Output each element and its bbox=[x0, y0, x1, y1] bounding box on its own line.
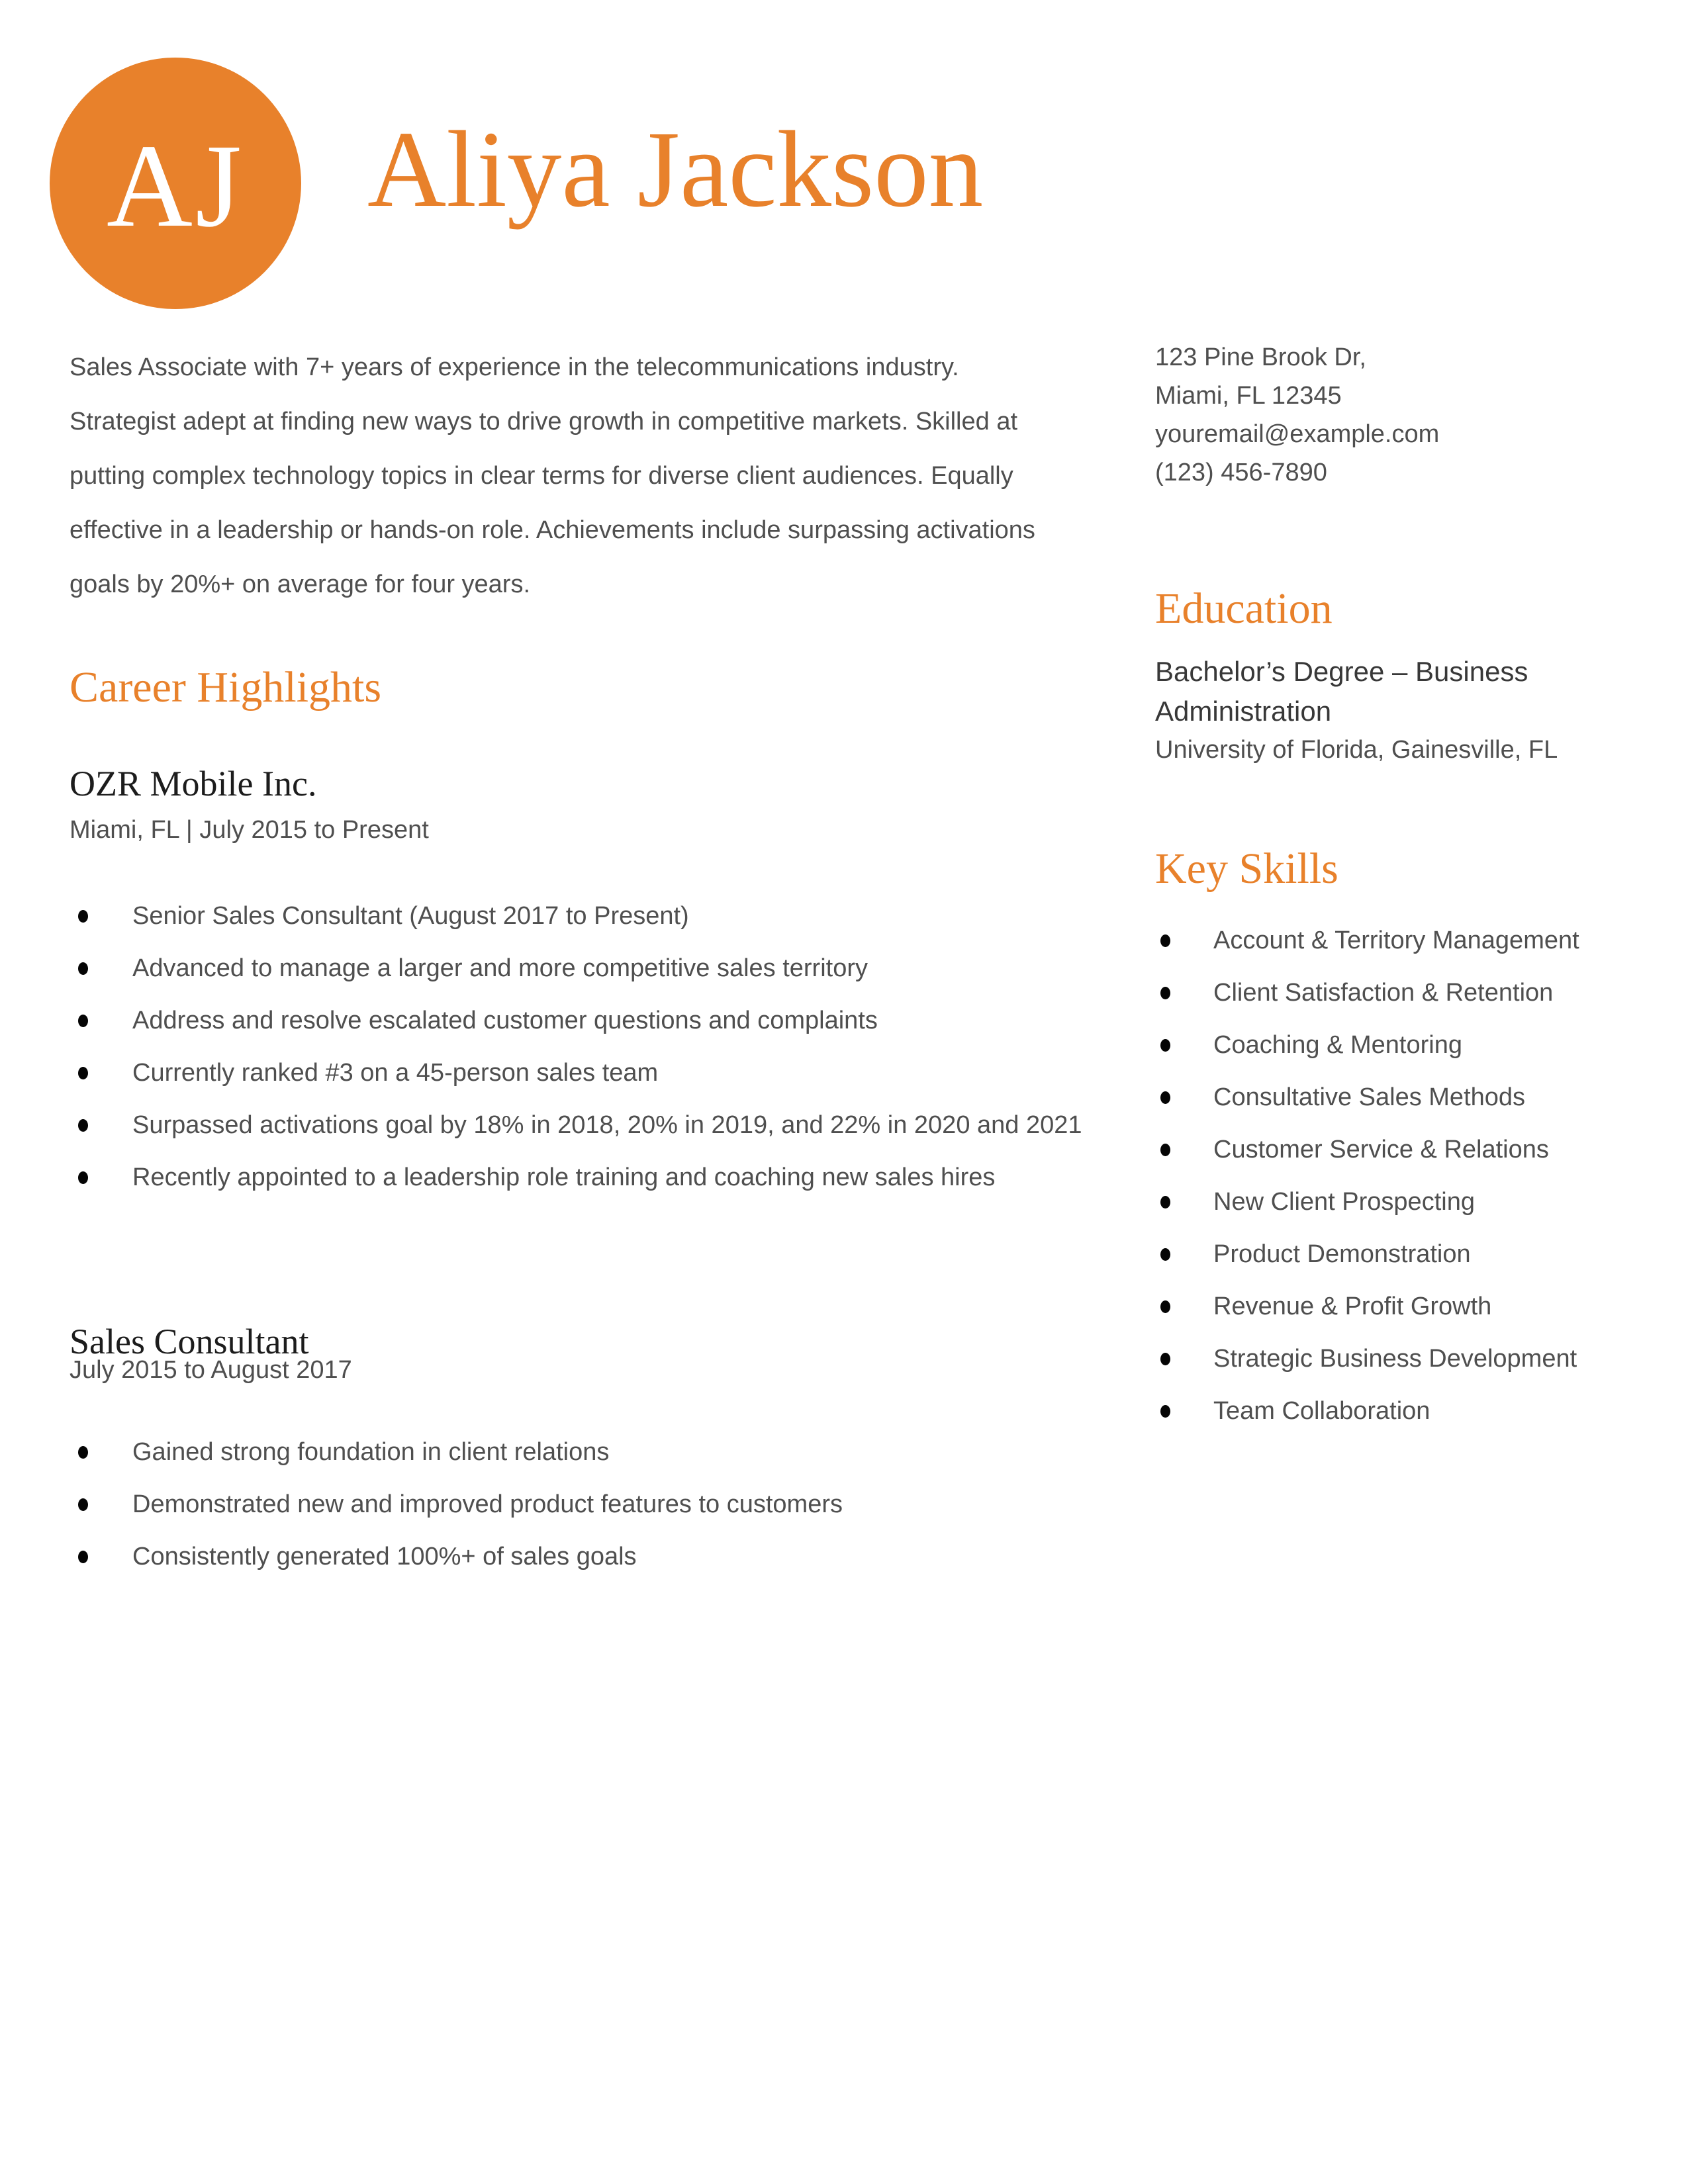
education-school: University of Florida, Gainesville, FL bbox=[1155, 736, 1558, 764]
skill-item: Revenue & Profit Growth bbox=[1155, 1281, 1632, 1333]
skill-item: Client Satisfaction & Retention bbox=[1155, 967, 1632, 1019]
section-heading-key-skills: Key Skills bbox=[1155, 844, 1338, 893]
job-bullet-item: Consistently generated 100%+ of sales goals bbox=[70, 1531, 1102, 1583]
contact-address-line-1: 123 Pine Brook Dr, bbox=[1155, 343, 1366, 371]
job-bullet-item: Demonstrated new and improved product features to customers bbox=[70, 1479, 1102, 1531]
summary-paragraph bbox=[70, 340, 1102, 612]
skill-item: Strategic Business Development bbox=[1155, 1333, 1632, 1385]
avatar-initials: AJ bbox=[106, 120, 245, 251]
job-company: OZR Mobile Inc. bbox=[70, 764, 317, 803]
job-bullet-item: Currently ranked #3 on a 45-person sales team bbox=[70, 1047, 1102, 1099]
skill-item: Consultative Sales Methods bbox=[1155, 1071, 1632, 1124]
summary-line: putting complex technology topics in clear terms for diverse client audiences. Equally bbox=[70, 462, 1013, 490]
summary-line: Sales Associate with 7+ years of experience in the telecommunications industry. bbox=[70, 353, 959, 381]
skill-item: Coaching & Mentoring bbox=[1155, 1019, 1632, 1071]
section-heading-career-highlights: Career Highlights bbox=[70, 663, 382, 711]
job-bullet-list bbox=[70, 1426, 1102, 1583]
contact-address-line-2: Miami, FL 12345 bbox=[1155, 382, 1342, 410]
skill-item: Team Collaboration bbox=[1155, 1385, 1632, 1437]
skill-item: Customer Service & Relations bbox=[1155, 1124, 1632, 1176]
job-meta: July 2015 to August 2017 bbox=[70, 1356, 352, 1384]
summary-line: Strategist adept at finding new ways to drive growth in competitive markets. Skilled at bbox=[70, 408, 1018, 435]
job-bullet-item: Address and resolve escalated customer questions and complaints bbox=[70, 995, 1102, 1047]
contact-block bbox=[1155, 338, 1618, 492]
contact-email: youremail@example.com bbox=[1155, 420, 1440, 448]
job-meta: Miami, FL | July 2015 to Present bbox=[70, 816, 429, 844]
job-bullet-item: Senior Sales Consultant (August 2017 to Present) bbox=[70, 890, 1102, 942]
key-skills-list bbox=[1155, 915, 1632, 1437]
job-company: Sales Consultant bbox=[70, 1322, 309, 1361]
skill-item: New Client Prospecting bbox=[1155, 1176, 1632, 1228]
job-bullet-item: Recently appointed to a leadership role training and coaching new sales hires bbox=[70, 1152, 1102, 1204]
job-bullet-list bbox=[70, 890, 1102, 1204]
skill-item: Account & Territory Management bbox=[1155, 915, 1632, 967]
job-bullet-item: Gained strong foundation in client relations bbox=[70, 1426, 1102, 1479]
job-bullet-item: Surpassed activations goal by 18% in 2018, 20% in 2019, and 22% in 2020 and 2021 bbox=[70, 1099, 1102, 1152]
page-title: Aliya Jackson bbox=[367, 109, 984, 230]
summary-line: effective in a leadership or hands-on role. Achievements include surpassing activations bbox=[70, 516, 1035, 544]
contact-phone: (123) 456-7890 bbox=[1155, 459, 1327, 486]
section-heading-education: Education bbox=[1155, 584, 1333, 633]
job-bullet-item: Advanced to manage a larger and more competitive sales territory bbox=[70, 942, 1102, 995]
skill-item: Product Demonstration bbox=[1155, 1228, 1632, 1281]
summary-line: goals by 20%+ on average for four years. bbox=[70, 570, 531, 598]
avatar bbox=[50, 58, 301, 309]
education-degree: Bachelor’s Degree – Business Administration bbox=[1155, 656, 1528, 727]
